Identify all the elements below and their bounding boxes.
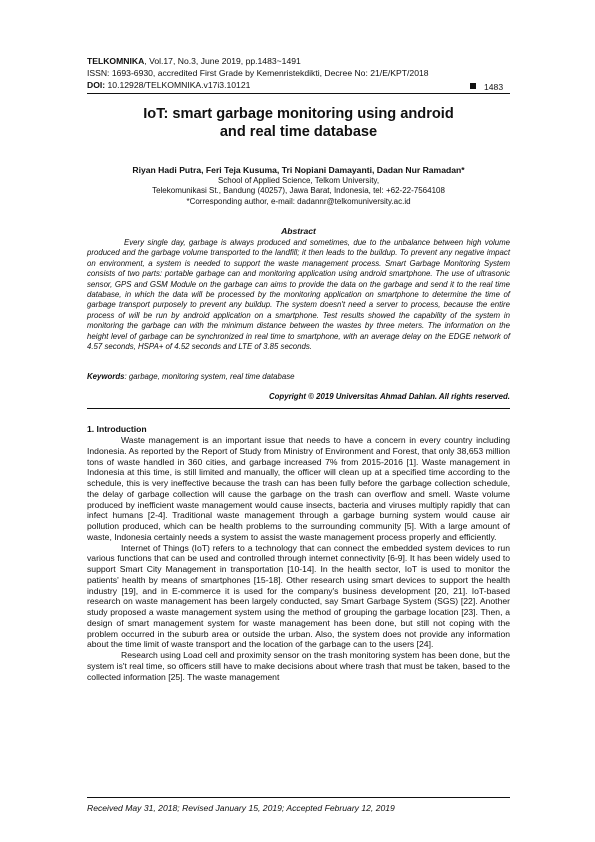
keywords <box>87 372 295 381</box>
affiliation <box>87 176 510 207</box>
title-line-1: IoT: smart garbage monitoring using android <box>143 106 454 122</box>
volume-info: , Vol.17, No.3, June 2019, pp.1483~1491 <box>144 56 301 66</box>
journal-name: TELKOMNIKA <box>87 56 145 66</box>
journal-citation <box>87 56 301 67</box>
square-bullet-icon <box>470 83 476 89</box>
keywords-list: : garbage, monitoring system, real time database <box>124 372 295 381</box>
received-dates: Received May 31, 2018; Revised January 15, 2019; Accepted February 12, 2019 <box>87 803 395 813</box>
header-divider <box>87 93 510 94</box>
author-list: Riyan Hadi Putra, Feri Teja Kusuma, Tri Nopiani Damayanti, Dadan Nur Ramadan* <box>132 165 465 175</box>
abstract-heading: Abstract <box>281 226 316 236</box>
doi-link[interactable]: 10.12928/TELKOMNIKA.v17i3.10121 <box>107 80 251 90</box>
keywords-label: Keywords <box>87 372 125 381</box>
footer-divider <box>87 797 510 798</box>
section-heading: 1. Introduction <box>87 424 147 434</box>
section-body <box>87 435 510 682</box>
abstract-divider <box>87 408 510 409</box>
abstract-text: Every single day, garbage is always produced and sometimes, due to the unbalance between high volume produced and the garbage volume transported to the landfill; it then leads to the buildup. To prevent any negative impact on environment, a system is needed to support the waste management process. Smart Garbage Monitoring System consists of two parts: portable garbage can and monitoring application using android smartphone. The use of ultrasonic sensor, GPS and GSM Module on the garbage can aims to provide the data on the garbage and send it to the real time database, in which the data will be processed by the monitoring application on smartphone to determine the time of garbage transport purposely to prevent any buildup. The system doesn't need a server to process, because the entire process of will be run by android application on a smartphone. Test results showed the capability of the system in monitoring the garbage can with the minimum distance between the wastes by three meters. The information on the height level of garbage can be synchronized in real time to smartphone, with an average delay on the EDGE network of 4.57 seconds, HSPA+ of 4.52 seconds and LTE of 3.85 seconds. <box>87 238 510 352</box>
copyright-notice: Copyright © 2019 Universitas Ahmad Dahlan. All rights reserved. <box>268 392 510 401</box>
page-number <box>470 82 503 92</box>
affiliation-school: School of Applied Science, Telkom University, <box>217 176 380 185</box>
paragraph-2: Internet of Things (IoT) refers to a technology that can connect the embedded system devices to run various functions that can be used and controlled through internet connectivity [6-9]. It has been widely used to support Smart City Management in transportation [10-14]. In the health sector, IoT is used to monitor the patients' health by means of smartphones [15-18]. Other research using smart devices to support the health industry [19], and in E-commerce it is used for the company's business development [20, 21]. IoT-based research on waste management has been largely conducted, say Smart Garbage System (SGS) [22]. Another study proposed a waste management system using the method of grouping the garbage location [23]. Then, a design of smart management system for waste management has been done, but still not coping with the problem occurred in the suburb area or outside the urban. Also, the system does not provide any information about the time limit of waste transport and the location of the garbage can to the users [24]. <box>87 542 510 650</box>
issn-line: ISSN: 1693-6930, accredited First Grade by Kemenristekdikti, Decree No: 21/E/KPT/2018 <box>87 68 429 78</box>
doi-line <box>87 80 250 91</box>
title-line-2: and real time database <box>219 124 378 140</box>
paper-title <box>87 105 510 141</box>
page-number-text: 1483 <box>484 82 504 92</box>
doi-label: DOI: <box>87 80 106 90</box>
corresponding-author: *Corresponding author, e-mail: dadannr@telkomuniversity.ac.id <box>186 196 411 206</box>
affiliation-address: Telekomunikasi St., Bandung (40257), Jawa Barat, Indonesia, tel: +62-22-7564108 <box>152 186 445 196</box>
paragraph-3: Research using Load cell and proximity sensor on the trash monitoring system has been done, but the system is't real time, so officers still have to make decisions about where trash that must be taken, based to the collected information [25]. The waste management <box>87 650 510 682</box>
paragraph-1: Waste management is an important issue that needs to have a concern in every country including Indonesia. As reported by the Report of Study from Ministry of Environment and Forest, that only 38,653 million tons of waste handled in 360 cities, and garbage increased 7% from 2015-2016 [1]. Waste management in Indonesia at this time, is still limited and manually, the officer will clean up at a specified time according to the schedule, this is very ineffective because the trash can has been fully before the garbage collection schedule, the delay of garbage collection will cause the garbage on the trash can overflow and smell. Waste volume produced by inefficient waste management would cause insects, bacteria and viruses multiply rapidly that can infect humans [2-4]. Traditional waste management through a garbage burning system would cause air pollution produced, which can be health problems to the surrounding community [5]. With a large amount of waste, Indonesia certainly needs a system to assist the waste management process properly and efficiently. <box>87 435 510 542</box>
